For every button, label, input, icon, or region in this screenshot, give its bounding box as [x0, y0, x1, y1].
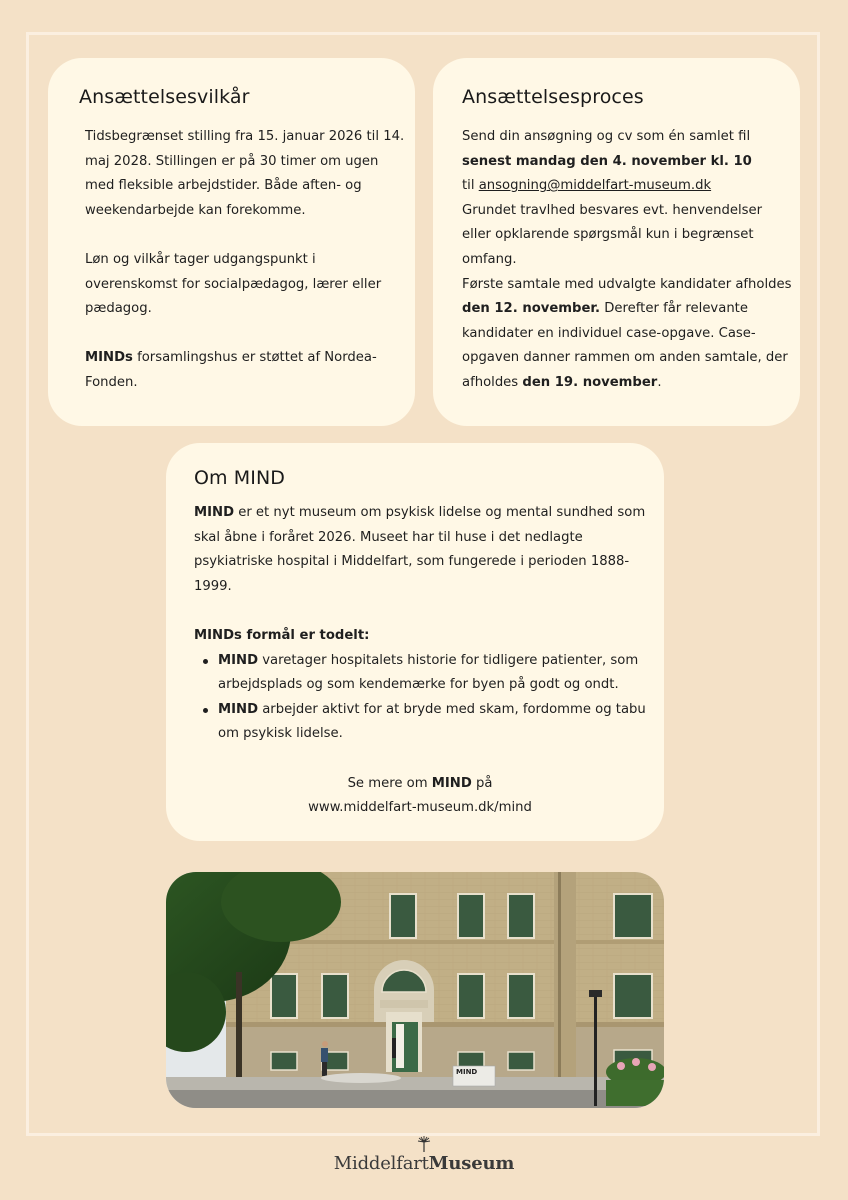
about-paragraph: [194, 501, 646, 599]
process-email-line: [462, 174, 792, 199]
terms-paragraph-3: [85, 346, 405, 395]
list-item-text: varetager hospitalets historie for tidligere patienter, som arbejdsplads og som kendemærke for byen på godt og ondt.: [218, 652, 639, 693]
about-mind-title: Om MIND: [194, 467, 286, 489]
process-line-5: [462, 273, 792, 396]
logo-light-text: Middelfart: [333, 1153, 429, 1174]
purpose-list: [194, 649, 646, 747]
process-line-4: Grundet travlhed besvares evt. henvendelser eller opklarende spørgsmål kun i begrænset omfang.: [462, 202, 763, 267]
see-more-bold: MIND: [431, 775, 472, 791]
terms-paragraph-2: Løn og vilkår tager udgangspunkt i overenskomst for socialpædagog, lærer eller pædagog.: [85, 251, 382, 317]
interview-text-1: Første samtale med udvalgte kandidater afholdes: [462, 276, 792, 292]
terms-paragraph-3-text: forsamlingshus er støttet af Nordea-Fonden.: [85, 350, 377, 390]
terms-paragraph-1: Tidsbegrænset stilling fra 15. januar 2026 til 14. maj 2028. Stillingen er på 30 timer om ugen med fleksible arbejdstider. Både aften- og weekendarbejde kan forekomme.: [85, 129, 405, 218]
first-interview-date: den 12. november.: [462, 301, 601, 317]
about-paragraph-text: er et nyt museum om psykisk lidelse og mental sundhed som skal åbne i foråret 2026. Museet har til huse i det nedlagte psykiatriske hospital i Middelfart, som fungerede i perioden 1888-1999.: [194, 505, 646, 594]
minds-bold: MINDs: [85, 350, 133, 366]
list-item: [194, 698, 646, 747]
see-more-post: på: [471, 775, 493, 791]
list-item: [194, 649, 646, 698]
list-item-text: arbejder aktivt for at bryde med skam, fordomme og tabu om psykisk lidelse.: [218, 701, 646, 742]
email-prefix: til: [462, 178, 479, 194]
second-interview-date: den 19. november: [522, 374, 658, 390]
about-mind-card: [166, 443, 664, 841]
list-item-bold: MIND: [218, 652, 259, 668]
tree-logo-icon: [417, 1136, 431, 1152]
email-link[interactable]: ansogning@middelfart-museum.dk: [478, 178, 712, 194]
purpose-heading: MINDs formål er todelt:: [194, 627, 370, 643]
list-item-bold: MIND: [218, 701, 259, 717]
employment-terms-title: Ansættelsesvilkår: [79, 86, 250, 108]
hospital-building-photo: [166, 872, 664, 1108]
logo-bold-text: Museum: [428, 1153, 515, 1174]
deadline-text: senest mandag den 4. november kl. 10: [462, 153, 752, 169]
mind-sign-text: MIND: [456, 1068, 478, 1076]
see-more-line: [194, 772, 646, 797]
interview-text-end: .: [657, 374, 662, 390]
middelfart-museum-logo: [0, 1136, 848, 1174]
website-link[interactable]: www.middelfart-museum.dk/mind: [308, 800, 532, 816]
mind-bold: MIND: [194, 505, 235, 520]
see-more-pre: Se mere om: [347, 775, 432, 791]
logo-wordmark: [0, 1153, 848, 1174]
employment-terms-card: [48, 58, 415, 426]
interview-text-2: Derefter får relevante kandidater en individuel case-opgave. Case-opgaven danner rammen om anden samtale, der afholdes: [462, 301, 788, 390]
hiring-process-title: Ansættelsesproces: [462, 86, 644, 108]
process-line-1: Send din ansøgning og cv som én samlet fil: [462, 129, 751, 144]
hiring-process-card: [433, 58, 800, 426]
